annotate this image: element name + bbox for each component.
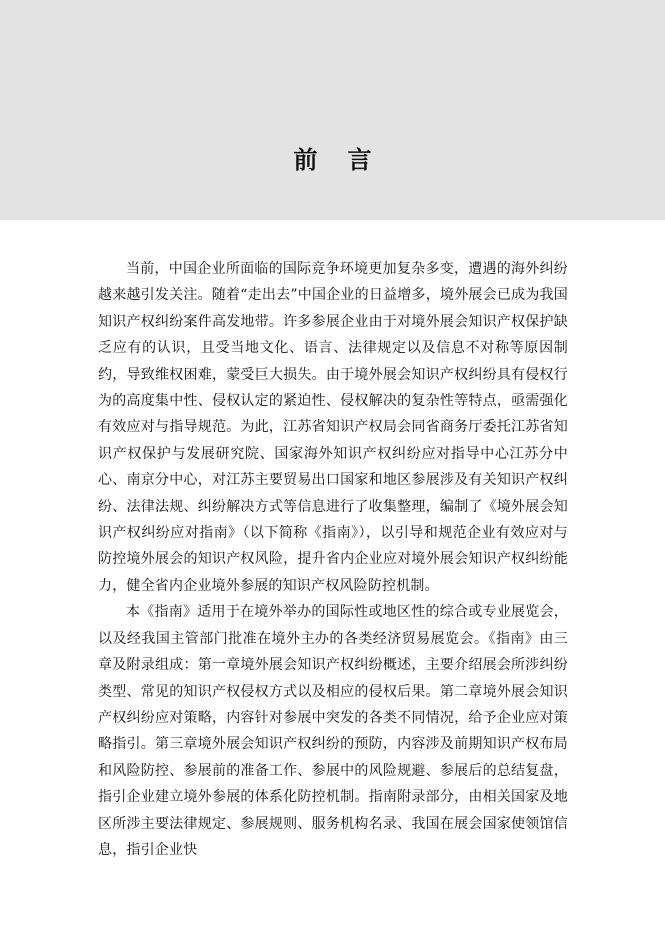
paragraph-2: 本《指南》适用于在境外举办的国际性或地区性的综合或专业展览会，以及经我国主管部门批准在境外主办的各类经济贸易展览会。《指南》由三章及附录组成：第一章境外展会知识产权纠纷概述，主要介绍展会所涉纠纷类型、常见的知识产权侵权方式以及相应的侵权后果。第二章境外展会知识产权纠纷应对策略，内容针对参展中突发的各类不同情况，给予企业应对策略指引。第三章境外展会知识产权纠纷的预防，内容涉及前期知识产权布局和风险防控、参展前的准备工作、参展中的风险规避、参展后的总结复盘，指引企业建立境外参展的体系化防控机制。指南附录部分，由相关国家及地区所涉主要法律规定、参展规则、服务机构名录、我国在展会国家使领馆信息，指引企业快 xyxy=(98,604,568,858)
page-title: 前言 xyxy=(293,146,402,174)
paragraph-1: 当前，中国企业所面临的国际竞争环境更加复杂多变，遭遇的海外纠纷越来越引发关注。随着“走出去”中国企业的日益增多，境外展会已成为我国知识产权纠纷案件高发地带。许多参展企业由于对境外展会知识产权保护缺乏应有的认识，且受当地文化、语言、法律规定以及信息不对称等原因制约，导致维权困难，蒙受巨大损失。由于境外展会知识产权纠纷具有侵权行为的高度集中性、侵权认定的紧迫性、侵权解决的复杂性等特点，亟需强化有效应对与指导规范。为此，江苏省知识产权局会同省商务厅委托江苏省知识产权保护与发展研究院、国家海外知识产权纠纷应对指导中心江苏分中心、南京分中心，对江苏主要贸易出口国家和地区参展涉及有关知识产权纠纷、法律法规、纠纷解决方式等信息进行了收集整理，编制了《境外展会知识产权纠纷应对指南》（以下简称《指南》），以引导和规范企业有效应对与防控境外展会的知识产权风险，提升省内企业应对境外展会知识产权纠纷能力，健全省内企业境外参展的知识产权风险防控机制。 xyxy=(98,261,568,594)
body-text xyxy=(98,256,568,863)
header-band xyxy=(0,0,665,220)
